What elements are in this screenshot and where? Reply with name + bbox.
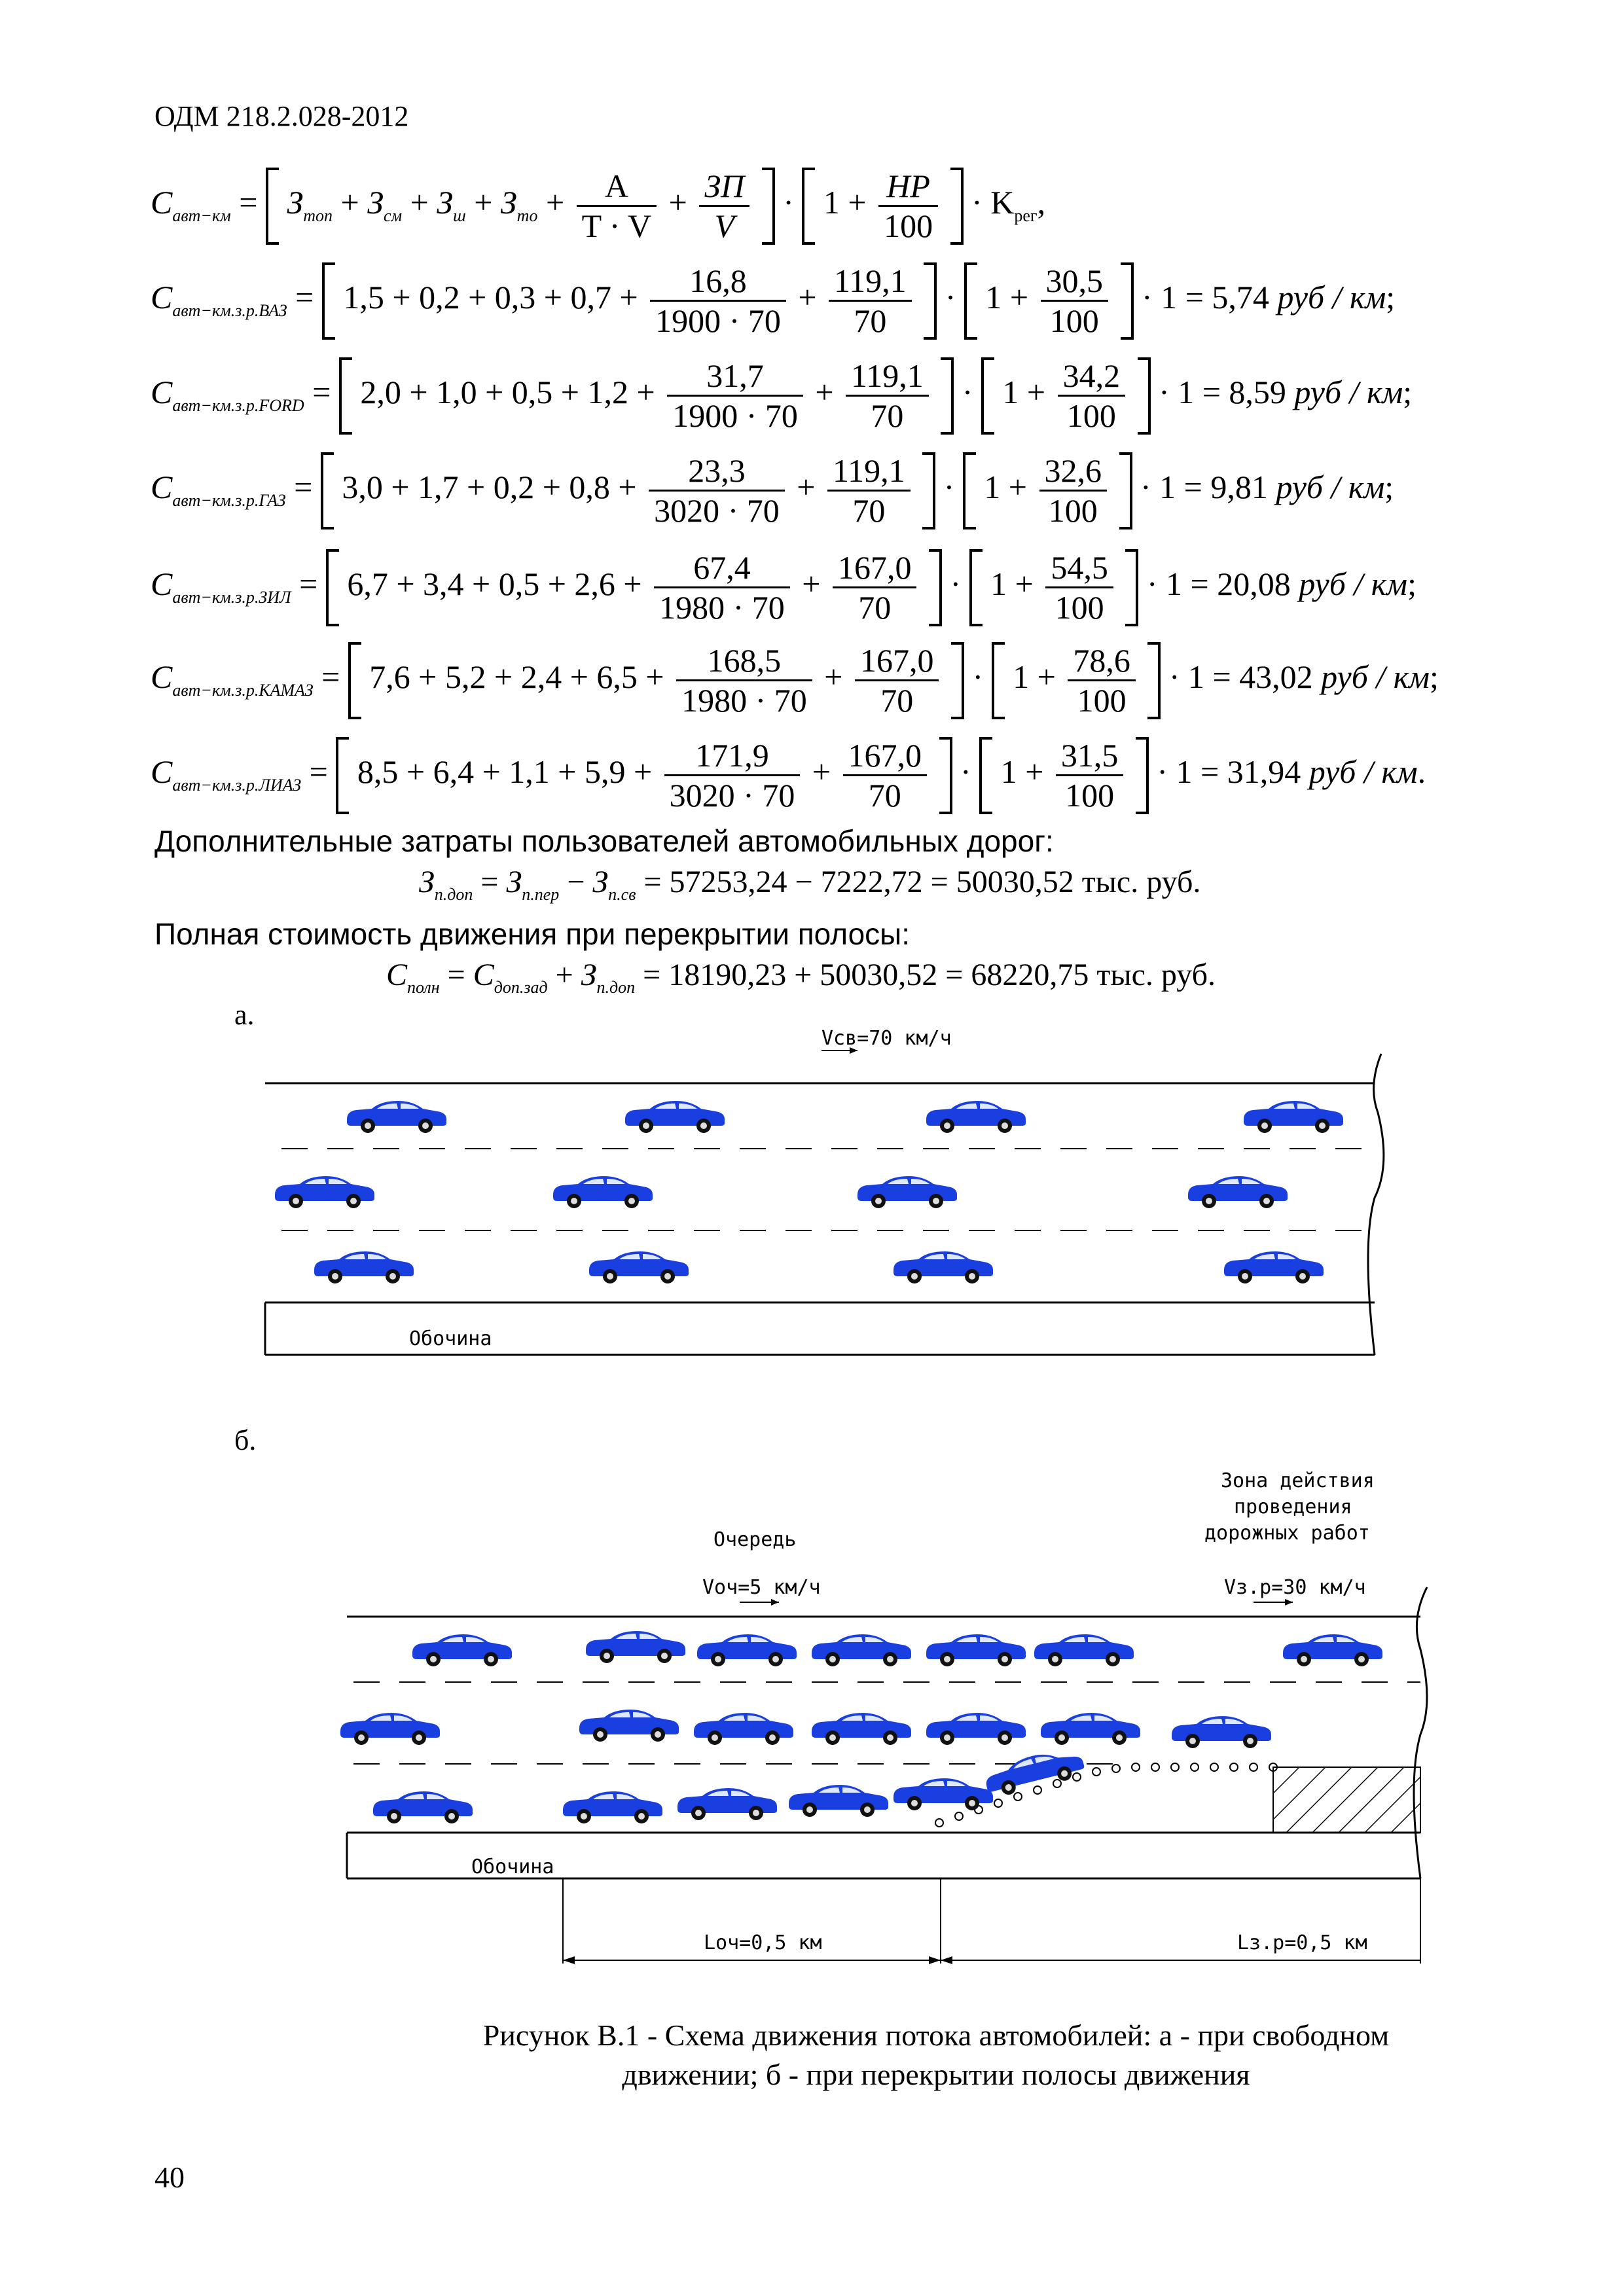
queue-length-label: Lоч=0,5 км [704,1931,822,1954]
caption-line-1: Рисунок В.1 - Схема движения потока автомобилей: а - при свободном [482,2018,1390,2052]
calc-line: $С_{авт-км.з.р.КАМАЗ} = 7,6 + 5,2 + 2,4 + 6,5$ + $\frac{168,5}{1980 \cdot 70}$ + $\frac{167,0}{70}$ · 1 + $\frac{78,6}{100}$ · 1 = 43,02 руб / км; [151,642,1439,719]
speed-zone-label: Vз.р=30 км/ч [1224,1576,1366,1599]
calc-line: $С_{авт-км.з.р.ВАЗ} = 1,5 + 0,2 + 0,3 + 0,7$ + $\frac{16,8}{1900 \cdot 70}$ + $\frac{119,1}{70}$ · 1 + $\frac{30,5}{100}$ · 1 = 5,74 руб / км; [151,262,1396,339]
paragraph-full-cost: Полная стоимость движения при перекрытии полосы: [154,917,911,951]
equation-full-cost: $С_{полн} = С_{доп.зад} + З_{п.доп} = 18190,23 + 50030,52 = 68220,75$ тыс. руб. [386,958,1216,997]
shoulder-label-a: Обочина [409,1327,492,1350]
calc-line: $С_{авт-км.з.р.ЛИАЗ} = 8,5 + 6,4 + 1,1 + 5,9$ + $\frac{171,9}{3020 \cdot 70}$ + $\frac{167,0}{70}$ · 1 + $\frac{31,5}{100}$ · 1 = 31,94 руб / км. [151,737,1426,814]
zone-label-3: дорожных работ [1204,1522,1370,1545]
zone-label-2: проведения [1234,1496,1352,1518]
zone-length-label: Lз.р=0,5 км [1237,1931,1367,1954]
figure-b-label: б. [234,1424,257,1456]
paragraph-additional-costs: Дополнительные затраты пользователей автомобильных дорог: [154,824,1054,858]
road-diagram-b [340,1469,1427,1964]
calc-line: $С_{авт-км.з.р.ГАЗ} = 3,0 + 1,7 + 0,2 + 0,8$ + $\frac{23,3}{3020 \cdot 70}$ + $\frac{119,1}{70}$ · 1 + $\frac{32,6}{100}$ · 1 = 9,81 руб / км; [151,452,1394,529]
zone-label-1: Зона действия [1221,1469,1375,1492]
main-formula: $С_{авт-км} = З_{топ} + З_{см} + З_ш + З_{то}$ + $\frac{А}{T \cdot V}$ + $\frac{ЗП}{V}$ · 1 + $\frac{НР}{100}$ · $K_{рег}$, [151,168,1046,244]
shoulder-label-b: Обочина [471,1856,554,1878]
page-number: 40 [154,2161,185,2194]
figure-caption [419,2016,1453,2094]
speed-free-label: Vсв=70 км/ч [821,1027,952,1050]
fraction-a-tv: $\frac{А}{T \cdot V}$ [577,167,657,245]
caption-line-2: движении; б - при перекрытии полосы движения [622,2058,1250,2091]
formula-lhs: С [151,183,173,221]
calc-line: $С_{авт-км.з.р.FORD} = 2,0 + 1,0 + 0,5 + 1,2$ + $\frac{31,7}{1900 \cdot 70}$ + $\frac{119,1}{70}$ · 1 + $\frac{34,2}{100}$ · 1 = 8,59 руб / км; [151,357,1413,434]
queue-label: Очередь [713,1528,797,1551]
road-diagram-a [265,1027,1384,1355]
figure-a-label: а. [234,999,255,1031]
document-header: ОДМ 218.2.028-2012 [154,100,409,132]
equation-additional-costs: $З_{п.доп} = З_{п.пер} - З_{п.св} = 57253,24 - 7222,72 = 50030,52$ тыс. руб. [419,865,1201,904]
calc-line: $С_{авт-км.з.р.ЗИЛ} = 6,7 + 3,4 + 0,5 + 2,6$ + $\frac{67,4}{1980 \cdot 70}$ + $\frac{167,0}{70}$ · 1 + $\frac{54,5}{100}$ · 1 = 20,08 руб / км; [151,549,1416,626]
fraction-np-100: $\frac{НР}{100}$ [878,167,938,245]
fraction-zp-v: $\frac{ЗП}{V}$ [699,167,749,245]
speed-queue-label: Vоч=5 км/ч [702,1576,821,1599]
